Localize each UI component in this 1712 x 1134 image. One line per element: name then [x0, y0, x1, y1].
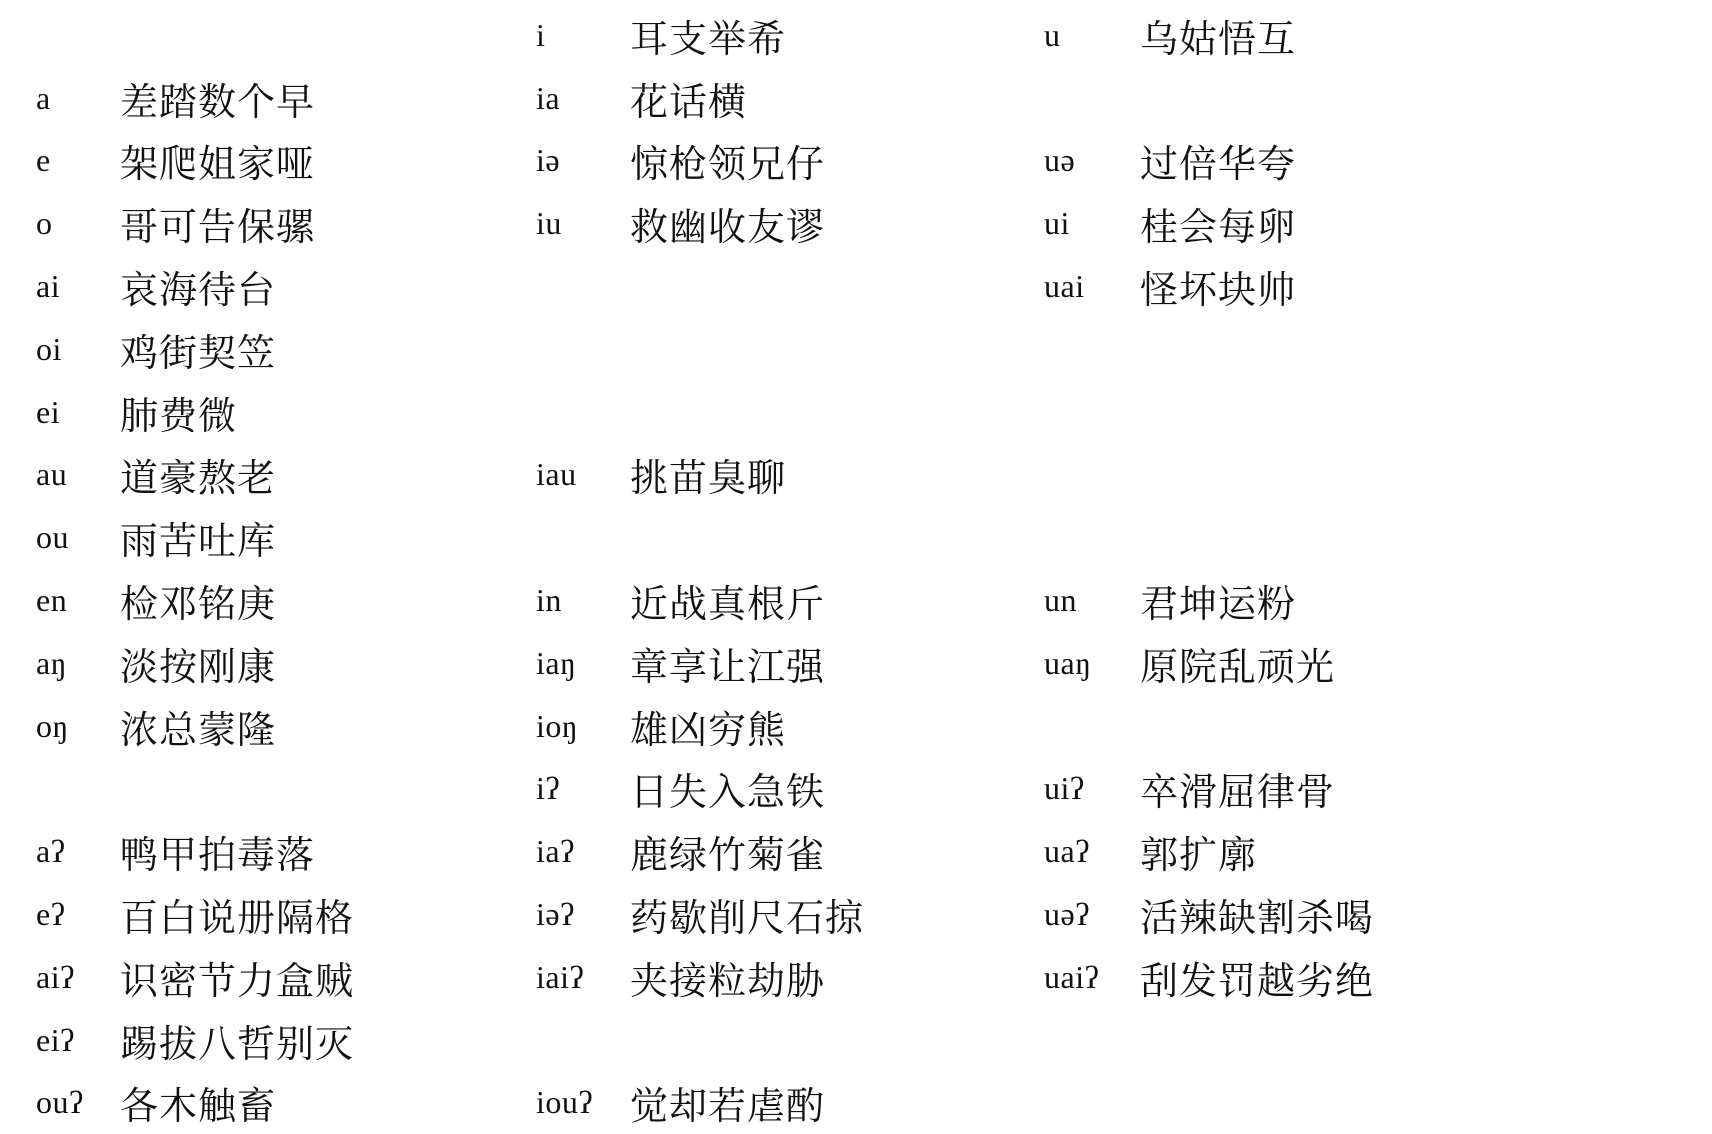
example-chars: 君坤运粉	[1140, 582, 1297, 627]
final-code: ai	[36, 268, 61, 305]
final-code: a	[36, 79, 51, 116]
final-code: iaiʔ	[536, 958, 585, 995]
final-code: e	[36, 142, 51, 179]
final-code: iaʔ	[536, 833, 575, 870]
example-chars: 日失入急铁	[630, 770, 826, 815]
example-chars: 卒滑屈律骨	[1140, 770, 1336, 815]
example-chars: 哥可告保骡	[120, 205, 316, 250]
example-chars: 过倍华夸	[1140, 142, 1297, 187]
example-chars: 活辣缺割杀喝	[1140, 896, 1375, 941]
example-chars: 识密节力盒贼	[120, 958, 355, 1003]
final-code: ui	[1044, 205, 1070, 242]
example-chars: 淡按刚康	[120, 644, 277, 689]
final-code: en	[36, 582, 68, 619]
final-code: iouʔ	[536, 1084, 594, 1121]
example-chars: 近战真根斤	[630, 582, 826, 627]
example-chars: 乌姑悟互	[1140, 16, 1297, 61]
example-chars: 肺费微	[120, 393, 238, 438]
final-code: iəʔ	[536, 896, 575, 933]
final-code: aʔ	[36, 833, 66, 870]
final-code: iʔ	[536, 770, 561, 807]
final-code: eʔ	[36, 896, 66, 933]
final-code: iaŋ	[536, 644, 577, 681]
final-code: un	[1044, 582, 1077, 619]
final-code: aŋ	[36, 644, 68, 681]
example-chars: 浓总蒙隆	[120, 707, 277, 752]
example-chars: 夹接粒劫胁	[630, 958, 826, 1003]
example-chars: 耳支举希	[630, 16, 787, 61]
final-code: aiʔ	[36, 958, 75, 995]
final-code: ei	[36, 393, 61, 430]
final-code: uəʔ	[1044, 896, 1090, 933]
example-chars: 鹿绿竹菊雀	[630, 833, 826, 878]
final-code: oi	[36, 330, 62, 367]
final-code: iə	[536, 142, 561, 179]
example-chars: 架爬姐家哑	[120, 142, 316, 187]
example-chars: 各木触畜	[120, 1084, 277, 1129]
final-code: oŋ	[36, 707, 69, 744]
final-code: uai	[1044, 268, 1085, 305]
example-chars: 章享让江强	[630, 644, 826, 689]
example-chars: 花话横	[630, 79, 748, 124]
example-chars: 哀海待台	[120, 268, 277, 313]
final-code: i	[536, 16, 546, 53]
final-code: ou	[36, 519, 69, 556]
example-chars: 道豪熬老	[120, 456, 277, 501]
final-code: uiʔ	[1044, 770, 1085, 807]
final-code: uaiʔ	[1044, 958, 1100, 995]
example-chars: 桂会每卵	[1140, 205, 1297, 250]
example-chars: 挑苗臭聊	[630, 456, 787, 501]
example-chars: 雄凶穷熊	[630, 707, 787, 752]
final-code: uaʔ	[1044, 833, 1090, 870]
final-code: ioŋ	[536, 707, 579, 744]
finals-table	[36, 4, 1440, 1134]
final-code: uə	[1044, 142, 1076, 179]
example-chars: 百白说册隔格	[120, 896, 355, 941]
final-code: ia	[536, 79, 561, 116]
example-chars: 踢拔八哲别灭	[120, 1021, 355, 1066]
final-code: iu	[536, 205, 562, 242]
example-chars: 觉却若虐酌	[630, 1084, 826, 1129]
final-code: eiʔ	[36, 1021, 75, 1058]
example-chars: 救幽收友谬	[630, 205, 826, 250]
final-code: au	[36, 456, 68, 493]
example-chars: 差踏数个早	[120, 79, 316, 124]
example-chars: 刮发罚越劣绝	[1140, 958, 1375, 1003]
final-code: uaŋ	[1044, 644, 1092, 681]
example-chars: 郭扩廓	[1140, 833, 1258, 878]
final-code: o	[36, 205, 53, 242]
example-chars: 鸡街契笠	[120, 330, 277, 375]
example-chars: 鸭甲拍毒落	[120, 833, 316, 878]
example-chars: 检邓铭庚	[120, 582, 277, 627]
final-code: in	[536, 582, 562, 619]
final-code: iau	[536, 456, 577, 493]
final-code: ouʔ	[36, 1084, 84, 1121]
example-chars: 原院乱顽光	[1140, 644, 1336, 689]
example-chars: 惊枪领兄仔	[630, 142, 826, 187]
example-chars: 怪坏块帅	[1140, 268, 1297, 313]
example-chars: 药歇削尺石掠	[630, 896, 865, 941]
final-code: u	[1044, 16, 1061, 53]
example-chars: 雨苦吐库	[120, 519, 277, 564]
